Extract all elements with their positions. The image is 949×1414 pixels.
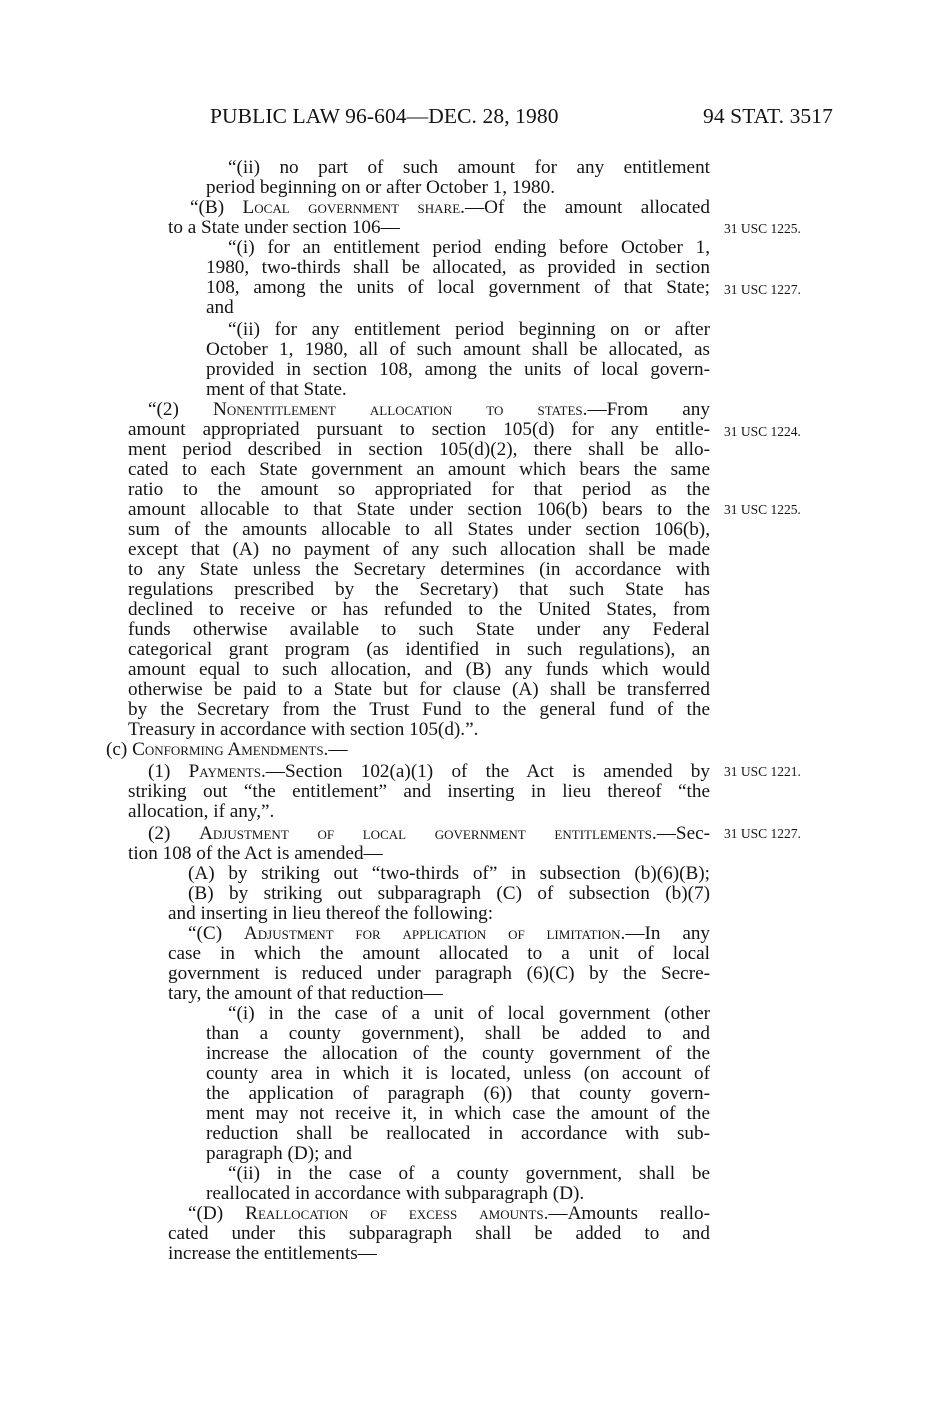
text-line: October 1, 1980, all of such amount shall be allocated, as [206,339,710,360]
text-line: ment of that State. [206,379,347,400]
text-line: striking out “the entitlement” and inserting in lieu thereof “the [128,781,710,802]
text-line: Treasury in accordance with section 105(d).”. [128,719,479,740]
text-line: case in which the amount allocated to a unit of local [168,943,710,964]
text-line [188,1204,710,1224]
text-line: amount allocable to that State under section 106(b) bears to the [128,499,710,520]
text-line: paragraph (D); and [206,1143,352,1164]
text-line: (B) by striking out subparagraph (C) of subsection (b)(7) [188,883,710,904]
text-line: increase the entitlements— [168,1243,377,1264]
text-line: “(ii) no part of such amount for any entitlement [228,157,710,178]
text-line [188,924,710,944]
text-line: cated to each State government an amount which bears the same [128,459,710,480]
text-line [148,400,710,420]
text-line [148,824,710,844]
text-line: increase the allocation of the county government of the [206,1043,710,1064]
text-segment: “(C) [188,923,244,944]
text-line: and [206,297,234,318]
text-segment: —From any [587,399,710,420]
section-heading: Reallocation of excess amounts. [245,1203,549,1224]
text-line: (A) by striking out “two-thirds of” in subsection (b)(6)(B); [188,863,710,884]
margin-citation: 31 USC 1221. [724,764,801,779]
text-line: cated under this subparagraph shall be added to and [168,1223,710,1244]
text-line: 108, among the units of local government of that State; [206,277,710,298]
text-line: “(ii) for any entitlement period beginning on or after [228,319,710,340]
text-line: ment period described in section 105(d)(2), there shall be allo- [128,439,710,460]
text-line: 1980, two-thirds shall be allocated, as provided in section [206,257,710,278]
text-line: declined to receive or has refunded to the United States, from [128,599,710,620]
text-line: tary, the amount of that reduction— [168,983,443,1004]
text-line: funds otherwise available to such State under any Federal [128,619,710,640]
text-line: allocation, if any,”. [128,801,275,822]
text-line [148,762,710,782]
text-line: sum of the amounts allocable to all States under section 106(b), [128,519,710,540]
margin-citation: 31 USC 1224. [724,424,801,439]
text-segment: (2) [148,823,200,844]
text-line: tion 108 of the Act is amended— [128,843,383,864]
text-line: the application of paragraph (6)) that county govern- [206,1083,710,1104]
text-segment: —Section 102(a)(1) of the Act is amended by [265,761,710,782]
margin-citation: 31 USC 1225. [724,502,801,517]
text-line: categorical grant program (as identified in such regulations), an [128,639,710,660]
text-segment: — [328,739,348,760]
text-segment: —In any [625,923,711,944]
margin-citation: 31 USC 1227. [724,826,801,841]
text-line: provided in section 108, among the units of local govern- [206,359,710,380]
text-segment: “(2) [148,399,213,420]
running-head-title: PUBLIC LAW 96-604—DEC. 28, 1980 [210,104,559,128]
text-line: by the Secretary from the Trust Fund to the general fund of the [128,699,710,720]
text-line: reallocated in accordance with subparagraph (D). [206,1183,585,1204]
text-line: than a county government), shall be added to and [206,1023,710,1044]
text-line: “(i) in the case of a unit of local government (other [228,1003,710,1024]
text-line: ratio to the amount so appropriated for that period as the [128,479,710,500]
text-line: regulations prescribed by the Secretary) that such State has [128,579,710,600]
text-line: to a State under section 106— [168,217,400,238]
text-line: amount equal to such allocation, and (B) any funds which would [128,659,710,680]
text-segment: “(B) [190,197,243,218]
text-line: “(ii) in the case of a county government, shall be [228,1163,710,1184]
text-line: except that (A) no payment of any such allocation shall be made [128,539,710,560]
text-line: otherwise be paid to a State but for clause (A) shall be transferred [128,679,710,700]
text-segment: (1) [148,761,189,782]
text-line [106,740,348,760]
text-line: to any State unless the Secretary determines (in accordance with [128,559,710,580]
margin-citation: 31 USC 1225. [724,221,801,236]
text-line: government is reduced under paragraph (6)(C) by the Secre- [168,963,710,984]
running-head-stat: 94 STAT. 3517 [703,104,833,128]
text-line: “(i) for an entitlement period ending before October 1, [228,237,710,258]
text-line: period beginning on or after October 1, 1980. [206,177,556,198]
text-line: county area in which it is located, unless (on account of [206,1063,710,1084]
text-segment: “(D) [188,1203,246,1224]
section-heading: Local government share. [242,197,465,218]
text-line: amount appropriated pursuant to section 105(d) for any entitle- [128,419,710,440]
text-line: ment may not receive it, in which case the amount of the [206,1103,710,1124]
text-segment: (c) [106,739,133,760]
text-line: reduction shall be reallocated in accordance with sub- [206,1123,710,1144]
margin-citation: 31 USC 1227. [724,282,801,297]
section-heading: Conforming Amendments. [132,739,329,760]
text-line: and inserting in lieu thereof the following: [168,903,494,924]
text-segment: —Sec- [656,823,710,844]
section-heading: Payments. [188,761,266,782]
section-heading: Nonentitlement allocation to states. [212,399,588,420]
section-heading: Adjustment of local government entitlements. [199,823,657,844]
text-line [190,198,710,218]
text-segment: —Amounts reallo- [548,1203,710,1224]
section-heading: Adjustment for application of limitation. [243,923,626,944]
text-segment: —Of the amount allocated [464,197,710,218]
